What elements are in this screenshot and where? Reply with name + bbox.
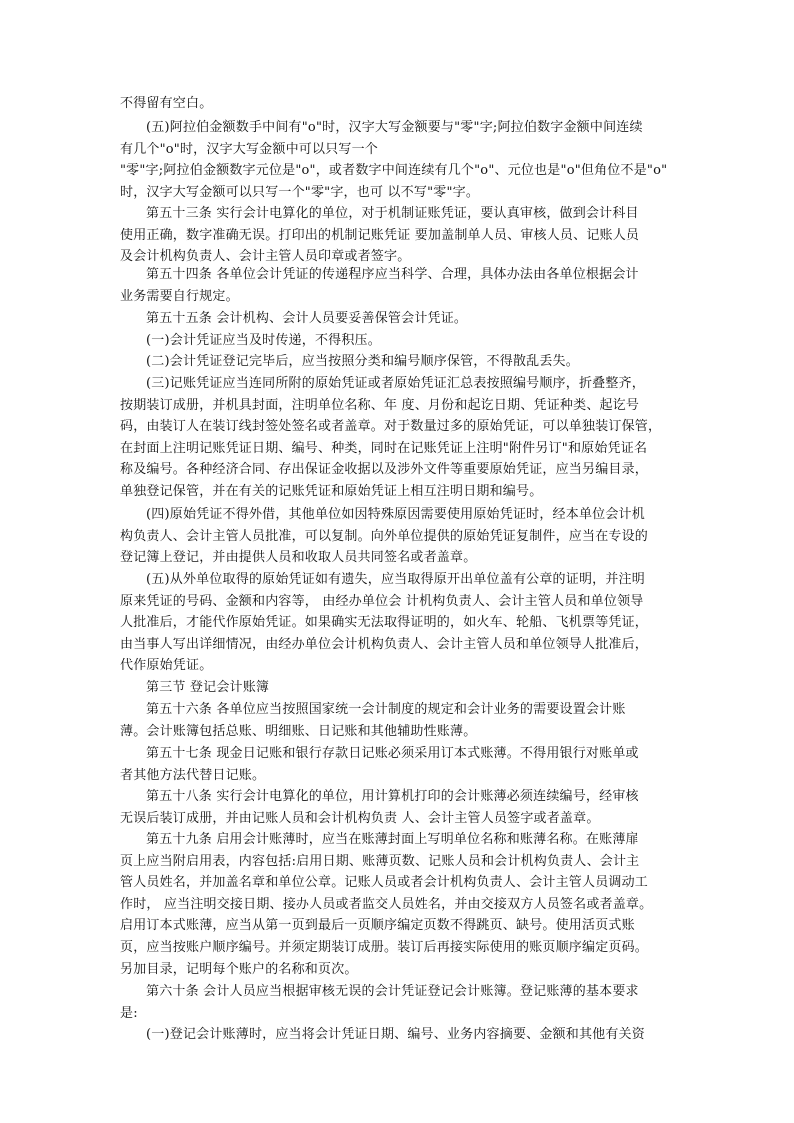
text-line: 构负责人、会计主管人员批准，可以复制。向外单位提供的原始凭证复制件，应当在专设的 bbox=[120, 528, 649, 544]
paragraph-p05 bbox=[120, 308, 680, 330]
text-line: 由当事人写出详细情况，由经办单位会计机构负责人、会计主管人员和单位领导人批准后， bbox=[120, 636, 649, 652]
text-line: 第六十条 会计人员应当根据审核无误的会计凭证登记会计账簿。登记账薄的基本要求 bbox=[146, 984, 639, 999]
text-line: 页上应当附启用表，内容包括:启用日期、账薄页数、记账人员和会计机构负责人、会计主 bbox=[120, 853, 640, 869]
paragraph-p17 bbox=[120, 1024, 680, 1046]
text-line: 原来凭证的号码、金额和内容等， 由经办单位会 计机构负责人、会计主管人员和单位领导 bbox=[120, 593, 644, 609]
text-line: 码，由装订人在装订线封签处签名或者盖章。对于数量过多的原始凭证，可以单独装订保管， bbox=[120, 419, 662, 435]
paragraph-p11 bbox=[120, 677, 680, 699]
text-line: 作时， 应当注明交接日期、接办人员或者监交人员姓名，并由交接双方人员签名或者盖章。 bbox=[120, 896, 653, 912]
text-line: 第五十七条 现金日记账和银行存款日记账必须采用订本式账薄。不得用银行对账单或 bbox=[146, 746, 639, 761]
text-line: (五)阿拉伯金额数手中间有"o"时，汉字大写金额要与"零"字;阿拉伯数字金额中间连续 bbox=[146, 120, 643, 135]
text-line: (三)记账凭证应当连同所附的原始凭证或者原始凭证汇总表按照编号顺序，折叠整齐， bbox=[146, 376, 645, 391]
paragraph-p02 bbox=[120, 117, 680, 203]
text-line: (四)原始凭证不得外借，其他单位如因特殊原因需要使用原始凭证时，经本单位会计机 bbox=[146, 507, 645, 522]
text-line: 薄。会计账簿包括总账、明细账、日记账和其他辅助性账薄。 bbox=[120, 723, 477, 739]
text-line: 启用订本式账薄，应当从第一页到最后一页顺序编定页数不得跳页、缺号。使用活页式账 bbox=[120, 918, 635, 934]
paragraph-p04 bbox=[120, 264, 680, 307]
text-line: (二)会计凭证登记完毕后，应当按照分类和编号顺序保管，不得散乱丢失。 bbox=[146, 354, 579, 369]
text-line: 按期装订成册，并机具封面，注明单位名称、年 度、月份和起讫日期、凭证种类、起讫号 bbox=[120, 397, 640, 413]
text-line: 时，汉字大写金额可以只写一个"零"字，也可 以不写"零"字。 bbox=[120, 184, 480, 200]
text-line: 第五十六条 各单位应当按照国家统一会计制度的规定和会计业务的需要设置会计账 bbox=[146, 702, 626, 717]
paragraph-p09 bbox=[120, 504, 680, 569]
text-line: 第三节 登记会计账簿 bbox=[146, 680, 270, 695]
text-line: 单独登记保管，并在有关的记账凭证和原始凭证上相互注明日期和编号。 bbox=[120, 483, 543, 499]
text-line: 第五十五条 会计机构、会计人员要妥善保管会计凭证。 bbox=[146, 311, 468, 326]
text-line: 者其他方法代替日记账。 bbox=[120, 767, 266, 783]
text-line: 业务需要自行规定。 bbox=[120, 288, 239, 304]
paragraph-p07 bbox=[120, 351, 680, 373]
text-line: 有几个"o"时，汉字大写金额中可以只写一个 bbox=[120, 141, 378, 157]
text-line: (五)从外单位取得的原始凭证如有遗失，应当取得原开出单位盖有公章的证明，并注明 bbox=[146, 572, 645, 587]
paragraph-p10 bbox=[120, 569, 680, 677]
text-line: 代作原始凭证。 bbox=[120, 658, 213, 674]
paragraph-p01 bbox=[120, 93, 680, 115]
text-line: (一)登记会计账薄时，应当将会计凭证日期、编号、业务内容摘要、金额和其他有关资 bbox=[146, 1027, 645, 1042]
paragraph-p14 bbox=[120, 786, 680, 829]
paragraph-p12 bbox=[120, 699, 680, 742]
text-line: (一)会计凭证应当及时传递，不得积压。 bbox=[146, 333, 381, 348]
text-line: 是: bbox=[120, 1005, 138, 1021]
text-line: 第五十三条 实行会计电算化的单位，对于机制证账凭证，要认真审核，做到会计科目 bbox=[146, 206, 639, 221]
text-line: 及会计机构负责人、会计主管人员印章或者签字。 bbox=[120, 249, 411, 265]
paragraph-p13 bbox=[120, 743, 680, 786]
text-line: "零"字;阿拉伯金额数字元位是"o"，或者数字中间连续有几个"o"、元位也是"o"但角位不是"o" bbox=[120, 163, 668, 179]
text-line: 不得留有空白。 bbox=[120, 96, 213, 111]
text-line: 使用正确，数字准确无误。打印出的机制记账凭证 要加盖制单人员、审核人员、记账人员 bbox=[120, 227, 640, 243]
text-line: 称及编号。各种经济合同、存出保证金收据以及涉外文件等重要原始凭证，应当另编目录， bbox=[120, 462, 649, 478]
paragraph-p15 bbox=[120, 829, 680, 980]
paragraph-p16 bbox=[120, 981, 680, 1024]
text-line: 人批准后，才能代作原始凭证。如果确实无法取得证明的，如火车、轮船、飞机票等凭证， bbox=[120, 615, 649, 631]
text-line: 第五十九条 启用会计账薄时，应当在账薄封面上写明单位名称和账薄名称。在账薄扉 bbox=[146, 832, 639, 847]
paragraph-p08 bbox=[120, 373, 680, 503]
paragraph-p06 bbox=[120, 330, 680, 352]
text-line: 另加目录，记明每个账户的名称和页次。 bbox=[120, 961, 358, 977]
text-line: 管人员姓名，并加盖名章和单位公章。记账人员或者会计机构负责人、会计主管人员调动工 bbox=[120, 875, 649, 891]
text-line: 无误后装订成册，并由记账人员和会计机构负责 人、会计主管人员签字或者盖章。 bbox=[120, 810, 600, 826]
text-line: 页，应当按账户顺序编号。并须定期装订成册。装订后再接实际使用的账页顺序编定页码。 bbox=[120, 939, 649, 955]
paragraph-p03 bbox=[120, 203, 680, 268]
text-line: 第五十八条 实行会计电算化的单位，用计算机打印的会计账薄必须连续编号，经审核 bbox=[146, 789, 639, 804]
text-line: 在封面上注明记账凭证日期、编号、种类，同时在记账凭证上注明"附件另订"和原始凭证名 bbox=[120, 440, 648, 456]
text-line: 第五十四条 各单位会计凭证的传递程序应当科学、合理，具体办法由各单位根据会计 bbox=[146, 267, 639, 282]
text-line: 登记簿上登记，并由提供人员和收取人员共同签名或者盖章。 bbox=[120, 550, 477, 566]
